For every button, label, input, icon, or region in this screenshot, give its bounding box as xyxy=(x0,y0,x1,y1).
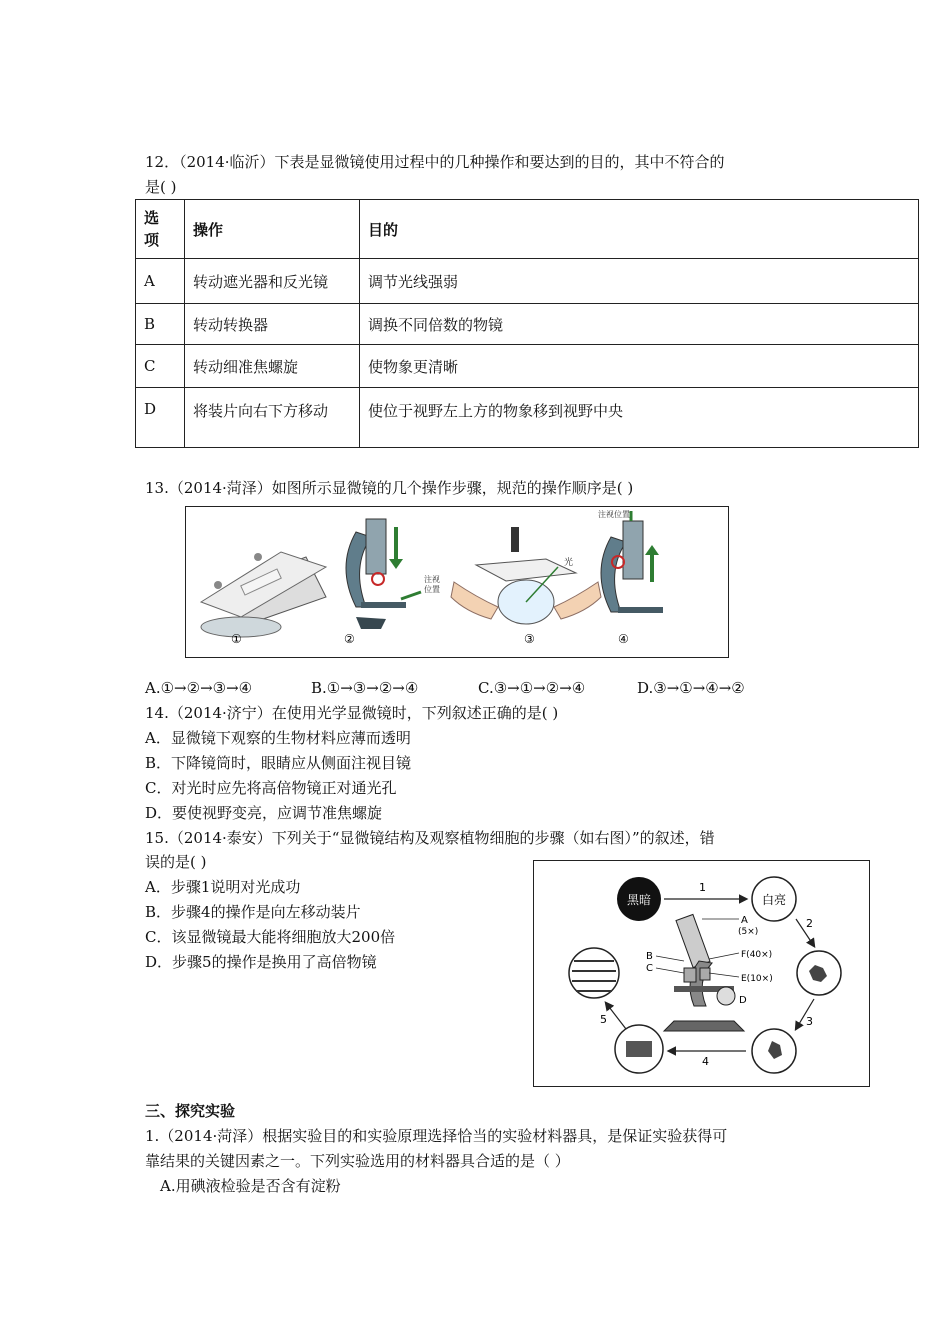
microscope-steps-illustration xyxy=(186,507,728,657)
q12-table xyxy=(135,199,919,448)
section3-title: 三、探究实验 xyxy=(145,1102,236,1120)
cell-observation-diagram xyxy=(534,861,869,1086)
step-number-4: 4 xyxy=(702,1055,709,1068)
q14-option-d: D．要使视野变亮，应调节准焦螺旋 xyxy=(145,804,383,822)
q15-figure xyxy=(533,860,870,1087)
table-row xyxy=(136,388,919,448)
q14-stem: 14.（2014·济宁）在使用光学显微镜时，下列叙述正确的是( ) xyxy=(145,704,559,722)
part-a-label: A xyxy=(741,915,748,926)
table-row xyxy=(136,304,919,345)
row-option: C xyxy=(136,345,185,388)
header-option: 选 项 xyxy=(136,200,185,259)
row-purpose: 调换不同倍数的物镜 xyxy=(360,304,919,345)
dark-label: 黑暗 xyxy=(626,893,652,907)
table-header-row xyxy=(136,200,919,259)
part-a-magnification: (5×) xyxy=(738,927,759,937)
table-row xyxy=(136,259,919,304)
step-number-1: 1 xyxy=(699,881,706,894)
table-row xyxy=(136,345,919,388)
part-d-label: D xyxy=(739,995,747,1006)
section3-q1-option-a: A.用碘液检验是否含有淀粉 xyxy=(160,1177,341,1195)
row-purpose: 使位于视野左上方的物象移到视野中央 xyxy=(360,388,919,448)
q13-option-a: A.①→②→③→④ xyxy=(145,679,253,697)
step-label-4: ④ xyxy=(618,632,629,646)
microscope-raise-illustration xyxy=(601,511,663,613)
light-annotation: 光 xyxy=(564,558,574,568)
q13-option-d: D.③→①→④→② xyxy=(637,679,745,697)
q14-option-a: A．显微镜下观察的生物材料应薄而透明 xyxy=(145,729,411,747)
q15-option-d: D．步骤5的操作是换用了高倍物镜 xyxy=(145,953,377,971)
watch-position-annotation: 注视位置 xyxy=(424,575,440,594)
q13-option-b: B.①→③→②→④ xyxy=(311,679,419,697)
row-option: A xyxy=(136,259,185,304)
microscope-side-illustration xyxy=(346,519,421,629)
step-number-2: 2 xyxy=(806,917,813,930)
q12-stem-line2: 是( ) xyxy=(145,178,177,196)
part-b-label: B xyxy=(646,951,653,962)
hands-mirror-illustration xyxy=(451,527,601,624)
section3-q1-line2: 靠结果的关键因素之一。下列实验选用的材料器具合适的是（ ） xyxy=(145,1152,570,1170)
microscope-diagram xyxy=(664,914,744,1031)
step-label-2: ② xyxy=(344,632,355,646)
q14-option-b: B．下降镜筒时，眼睛应从侧面注视目镜 xyxy=(145,754,412,772)
q15-stem-line1: 15.（2014·泰安）下列关于“显微镜结构及观察植物细胞的步骤（如右图）”的叙述，错 xyxy=(145,829,715,847)
section3-q1-line1: 1.（2014·菏泽）根据实验目的和实验原理选择恰当的实验材料器具，是保证实验获得可 xyxy=(145,1127,728,1145)
q13-figure xyxy=(185,506,729,658)
stage-slide-illustration xyxy=(201,552,326,637)
step-label-1: ① xyxy=(231,632,242,646)
part-c-label: C xyxy=(646,963,653,974)
watch-position-top-annotation: 注视位置 xyxy=(598,510,630,519)
row-purpose: 使物象更清晰 xyxy=(360,345,919,388)
header-purpose: 目的 xyxy=(360,200,919,259)
row-operation: 转动遮光器和反光镜 xyxy=(185,259,360,304)
step-number-5: 5 xyxy=(600,1013,607,1026)
part-f-label: F(40×) xyxy=(741,950,773,960)
row-option: D xyxy=(136,388,185,448)
part-e-label: E(10×) xyxy=(741,974,773,984)
q14-option-c: C．对光时应先将高倍物镜正对通光孔 xyxy=(145,779,397,797)
q13-option-c: C.③→①→②→④ xyxy=(478,679,586,697)
q13-stem: 13.（2014·菏泽）如图所示显微镜的几个操作步骤，规范的操作顺序是( ) xyxy=(145,479,634,497)
q15-stem-line2: 误的是( ) xyxy=(145,853,207,871)
row-purpose: 调节光线强弱 xyxy=(360,259,919,304)
q15-option-c: C．该显微镜最大能将细胞放大200倍 xyxy=(145,928,396,946)
q15-option-b: B．步骤4的操作是向左移动装片 xyxy=(145,903,361,921)
row-option: B xyxy=(136,304,185,345)
row-operation: 转动转换器 xyxy=(185,304,360,345)
q12-stem-line1: 12．（2014·临沂）下表是显微镜使用过程中的几种操作和要达到的目的，其中不符合的 xyxy=(145,153,725,171)
row-operation: 将装片向右下方移动 xyxy=(185,388,360,448)
row-operation: 转动细准焦螺旋 xyxy=(185,345,360,388)
bright-label: 白亮 xyxy=(761,893,787,907)
step-label-3: ③ xyxy=(524,632,535,646)
q15-option-a: A．步骤1说明对光成功 xyxy=(145,878,301,896)
header-operation: 操作 xyxy=(185,200,360,259)
step-number-3: 3 xyxy=(806,1015,813,1028)
